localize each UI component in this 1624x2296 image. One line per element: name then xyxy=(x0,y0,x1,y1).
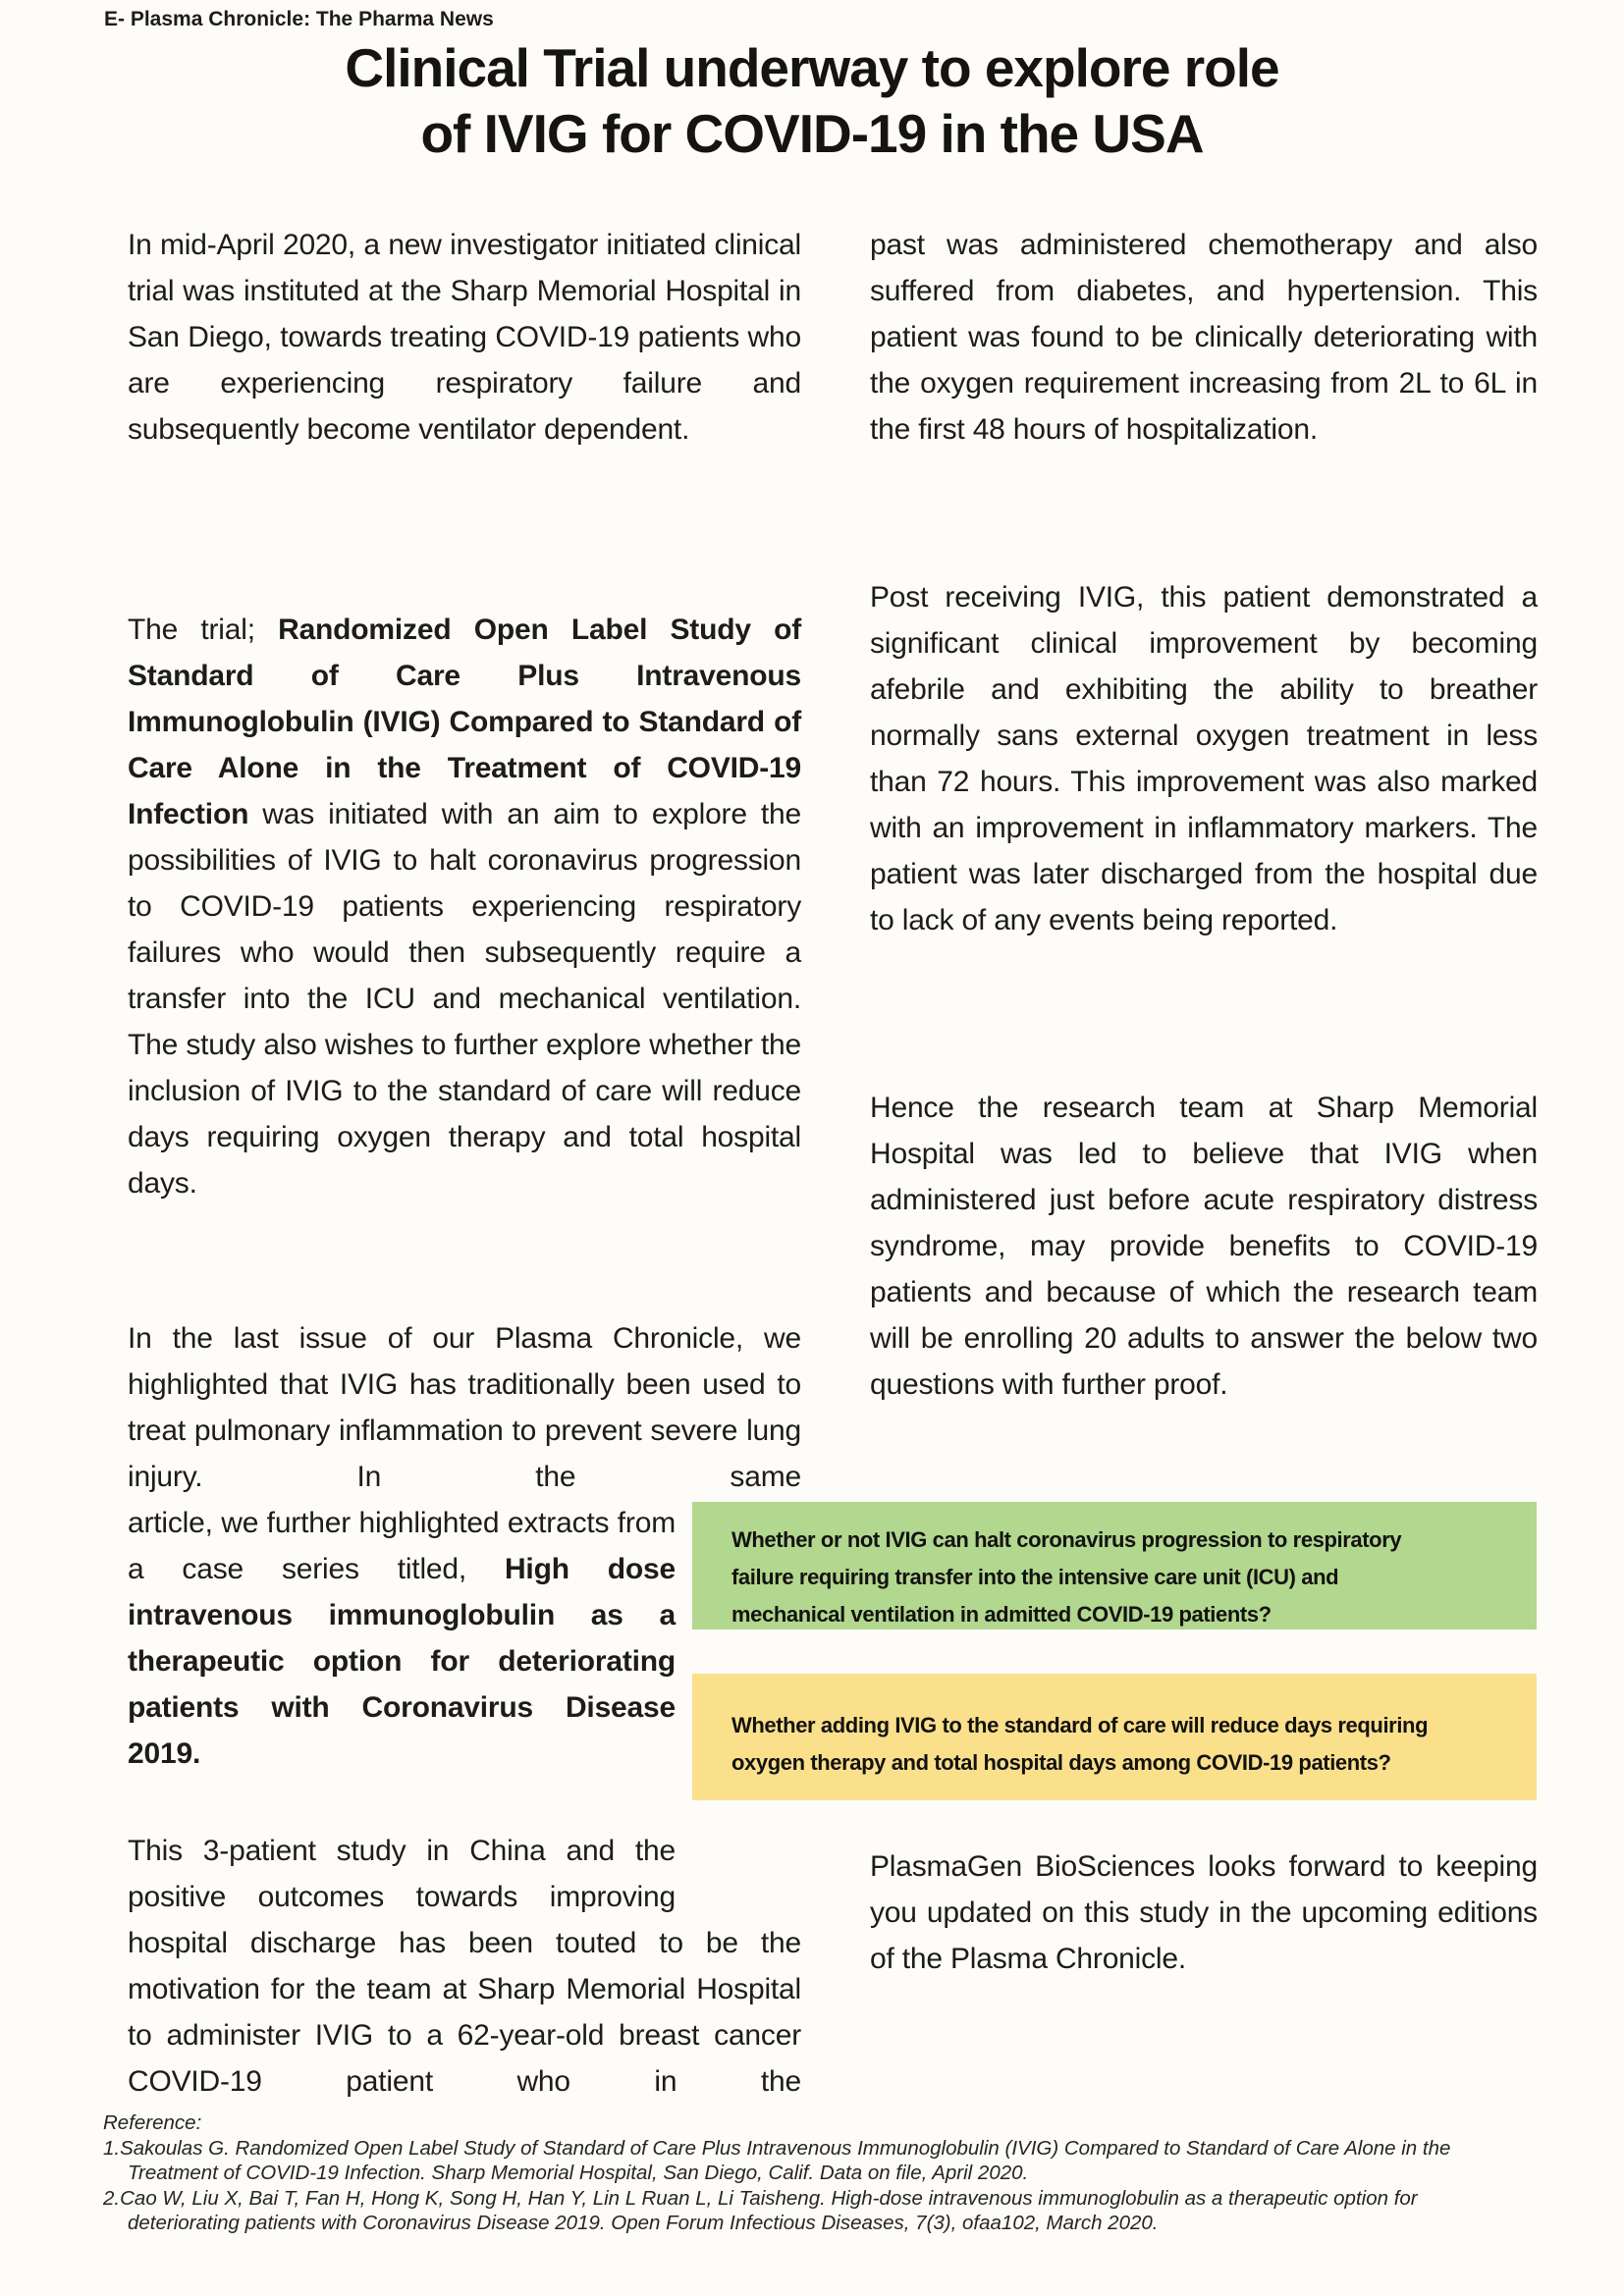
question-box-oxygen-line2: oxygen therapy and total hospital days among COVID-19 patients? xyxy=(731,1750,1391,1775)
paragraph-plasmagen-closing: PlasmaGen BioSciences looks forward to keeping you updated on this study in the upcoming editions of the Plasma Chronicle. xyxy=(870,1850,1538,1975)
reference-section xyxy=(103,2110,1532,2236)
reference-2-number: 2. xyxy=(103,2186,121,2210)
article-title-line2: of IVIG for COVID-19 in the USA xyxy=(420,103,1204,164)
question-box-icu xyxy=(692,1502,1537,1629)
paragraph-china-study-wide: hospital discharge has been touted to be the motivation for the team at Sharp Memorial Hospital to administer IVIG to a 62-year-old breast cancer COVID-19 patient who in the xyxy=(128,1927,801,2098)
question-box-oxygen-line1: Whether adding IVIG to the standard of care will reduce days requiring xyxy=(731,1713,1429,1737)
trial-text-rest: was initiated with an aim to explore the possibilities of IVIG to halt coronavirus progression to COVID-19 patients experiencing respiratory failures who would then subsequently require a transfer into the ICU and mechanical ventilation. The study also wishes to further explore whether the inclusion of IVIG to the standard of care will reduce days requiring oxygen therapy and total hospital days. xyxy=(128,798,801,1200)
paragraph-trial-description xyxy=(128,607,801,1206)
article-title xyxy=(0,35,1624,167)
reference-heading: Reference: xyxy=(103,2111,202,2134)
paragraph-research-team: Hence the research team at Sharp Memorial Hospital was led to believe that IVIG when administered just before acute respiratory distress syndrome, may provide benefits to COVID-19 patients and because of which the research team will be enrolling 20 adults to answer the below two questions with further proof. xyxy=(870,1092,1538,1401)
reference-1-number: 1. xyxy=(103,2136,121,2160)
paragraph-intro: In mid-April 2020, a new investigator initiated clinical trial was instituted at the Sharp Memorial Hospital in San Diego, towards treating COVID-19 patients who are experiencing respiratory failure and subsequently become ventilator dependent. xyxy=(128,229,801,446)
reference-item-2 xyxy=(103,2186,1532,2236)
article-title-line1: Clinical Trial underway to explore role xyxy=(345,37,1279,98)
question-box-icu-line1: Whether or not IVIG can halt coronavirus progression to respiratory xyxy=(731,1527,1402,1552)
paragraph-china-study-narrow: This 3-patient study in China and the positive outcomes towards improving xyxy=(128,1835,676,1913)
reference-item-1 xyxy=(103,2136,1532,2186)
paragraph-post-ivig: Post receiving IVIG, this patient demonstrated a significant clinical improvement by becoming afebrile and exhibiting the ability to breather normally sans external oxygen treatment in less than 72 hours. This improvement was also marked with an improvement in inflammatory markers. The patient was later discharged from the hospital due to lack of any events being reported. xyxy=(870,581,1538,936)
trial-name-bold: Randomized Open Label Study of Standard of Care Plus Intravenous Immunoglobulin (IVIG) Compared to Standard of Care Alone in the Treatment of COVID-19 Infection xyxy=(128,614,801,830)
paragraph-last-issue-wide: In the last issue of our Plasma Chronicle, we highlighted that IVIG has traditionally been used to treat pulmonary inflammation to prevent severe lung injury. In the same xyxy=(128,1322,801,1493)
case-series-text: article, we further highlighted extracts from a case series titled, xyxy=(128,1507,676,1585)
paragraph-last-issue-narrow xyxy=(128,1500,676,1777)
question-box-oxygen xyxy=(692,1674,1537,1800)
paragraph-patient-history: past was administered chemotherapy and also suffered from diabetes, and hypertension. This patient was found to be clinically deteriorating with the oxygen requirement increasing from 2L to 6L in the first 48 hours of hospitalization. xyxy=(870,229,1538,446)
question-box-icu-line3: mechanical ventilation in admitted COVID-19 patients? xyxy=(731,1602,1272,1627)
trial-text-prefix: The trial; xyxy=(128,614,279,646)
masthead: E- Plasma Chronicle: The Pharma News xyxy=(104,8,494,30)
case-series-title-bold: High dose intravenous immunoglobulin as a therapeutic option for deteriorating patients with Coronavirus Disease 2019. xyxy=(128,1553,676,1770)
reference-2-text: Cao W, Liu X, Bai T, Fan H, Hong K, Song H, Han Y, Lin L Ruan L, Li Taisheng. High-dose intravenous immunoglobulin as a therapeutic option for deteriorating patients with Coronavirus Disease 2019. Open Forum Infectious Diseases, 7(3), ofaa102, March 2020. xyxy=(120,2186,1418,2234)
question-box-icu-line2: failure requiring transfer into the intensive care unit (ICU) and xyxy=(731,1565,1339,1589)
reference-1-text: Sakoulas G. Randomized Open Label Study of Standard of Care Plus Intravenous Immunoglobulin (IVIG) Compared to Standard of Care Alone in the Treatment of COVID-19 Infection. Sharp Memorial Hospital, San Diego, Calif. Data on file, April 2020. xyxy=(120,2136,1451,2184)
